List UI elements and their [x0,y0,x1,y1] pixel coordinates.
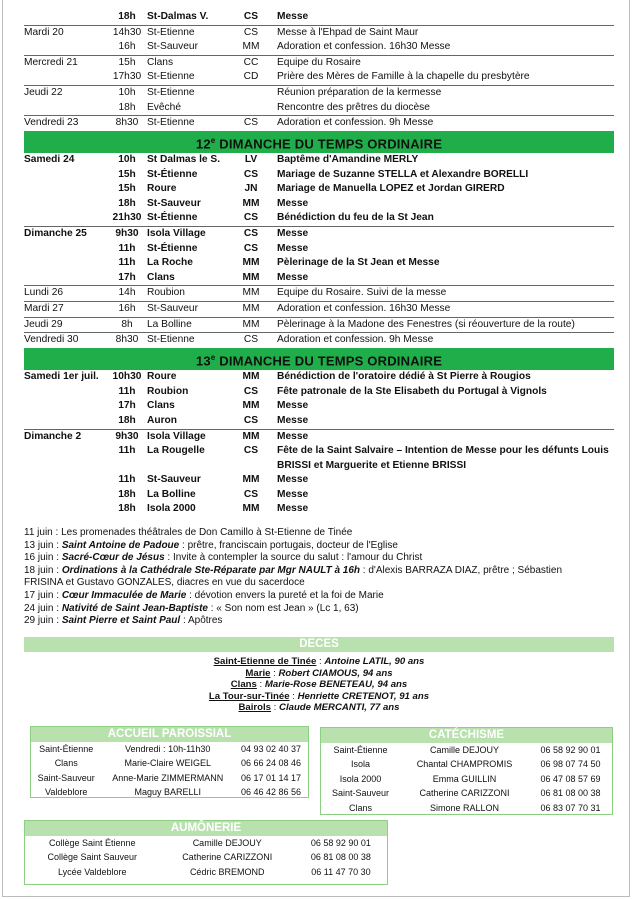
contact-row [25,865,387,879]
contact-row [321,772,612,786]
schedule-time: 11h [118,385,136,397]
contact-place: Isola 2000 [339,773,382,784]
schedule-row [24,317,614,333]
schedule-day: Lundi 26 [24,286,109,302]
schedule-time: 16h [109,302,145,318]
deces-place: Clans [230,679,257,691]
schedule-code: CS [243,11,259,22]
schedule-code [235,101,267,116]
contact-place: Lycée Valdeblore [58,866,127,877]
note-date: 29 juin : [24,615,60,627]
note-line [24,527,614,540]
schedule-place: St-Sauveur [145,302,235,318]
note-date: 18 juin : [24,564,60,576]
contact-place: Collège Saint Étienne [49,838,136,848]
deces-name: Marie-Rose BENETEAU, 94 ans [264,679,408,691]
schedule-desc: Messe [277,503,309,515]
schedule-row [24,444,614,473]
note-title: Sacré-Cœur de Jésus [61,552,165,564]
schedule-time: 16h [118,41,136,53]
schedule-desc: Messe [277,11,309,22]
schedule-time: 9h30 [109,227,145,242]
schedule-time: 17h [118,271,136,283]
schedule-desc: Prière des Mères de Famille à la chapelle du presbytère [277,71,530,83]
schedule-place: Isola Village [145,429,235,444]
schedule-desc: Messe [277,197,309,209]
schedule-time: 11h [118,242,136,254]
deces-place: Marie [245,667,271,679]
schedule-place: St-Etienne [145,25,235,40]
catechisme-title: CATÉCHISME [321,728,612,743]
section-number: 13 [195,353,211,369]
schedule-time: 14h30 [109,25,145,40]
section-header [24,348,614,370]
schedule-place: St-Sauveur [147,197,201,209]
schedule-day [24,488,109,503]
note-title: Saint Antoine de Padoue [61,539,180,551]
contact-person: Emma GUILLIN [432,773,497,784]
schedule-desc: Bénédiction du feu de la St Jean [277,212,434,224]
schedule-time: 10h [118,154,136,166]
schedule-table [24,10,614,517]
section-number-sup: e [210,135,216,145]
schedule-desc: Messe [277,474,309,486]
schedule-place: St-Sauveur [147,474,201,486]
schedule-place: Clans [147,400,175,412]
schedule-day [24,502,109,517]
schedule-time: 10h [109,85,145,100]
schedule-code: CS [243,242,259,254]
schedule-code: CD [243,71,259,83]
schedule-time: 15h [118,168,136,180]
schedule-row [24,85,614,100]
schedule-place: Roure [147,371,177,383]
note-title: Ordinations à la Cathédrale Ste-Réparate par Mgr NAULT à 16h [61,564,361,576]
section-number-sup: e [210,352,216,362]
schedule-desc: Messe [267,429,614,444]
schedule-row [24,385,614,400]
contact-phone: 06 47 08 57 69 [540,773,601,784]
contact-person: Anne-Marie ZIMMERMANN [112,772,224,783]
deces-name: Henriette CRETENOT, 91 ans [297,690,430,702]
note-text: : dévotion envers la pureté et la foi de Marie [186,589,384,601]
deces-header: DECES [24,637,614,652]
contact-row [31,785,308,799]
schedule-code: MM [242,371,260,383]
contact-person: Catherine CARIZZONI [182,852,273,863]
schedule-desc: Bénédiction de l'oratoire dédié à St Pierre à Rougios [277,371,531,383]
schedule-place: Roubion [145,286,235,302]
schedule-day: Jeudi 22 [24,85,109,100]
schedule-place: St Dalmas le S. [147,154,221,166]
contact-row [321,757,612,771]
schedule-desc: Mariage de Manuella LOPEZ et Jordan GIRERD [277,183,505,195]
accueil-title: ACCUEIL PAROISSIAL [31,727,308,742]
schedule-place: St-Etienne [145,85,235,100]
schedule-day [24,444,109,473]
schedule-row [24,211,614,226]
schedule-desc: Mariage de Suzanne STELLA et Alexandre BORELLI [277,168,529,180]
schedule-code: CS [235,333,267,348]
schedule-code: MM [235,317,267,333]
schedule-day: Dimanche 2 [24,429,109,444]
schedule-time: 8h30 [109,116,145,131]
deces-entry: Saint-Etienne de Tinée : Antoine LATIL, 90 ans [213,656,425,667]
schedule-desc: Messe [277,242,309,254]
contact-row [31,771,308,785]
schedule-row [24,168,614,183]
schedule-desc: Messe à l'Ehpad de Saint Maur [267,25,614,40]
schedule-row [24,182,614,197]
schedule-day: Dimanche 25 [24,227,109,242]
note-text: : Apôtres [180,615,223,627]
schedule-day [24,242,109,257]
schedule-desc: Adoration et confession. 16h30 Messe [277,41,451,53]
schedule-desc: Messe [267,227,614,242]
contact-person: Marie-Claire WEIGEL [124,758,211,769]
schedule-time: 17h [118,400,136,412]
schedule-desc: Messe [277,400,309,412]
schedule-place: La Roche [147,257,193,269]
schedule-time: 18h [118,503,136,515]
schedule-day: Jeudi 29 [24,317,109,333]
schedule-place: Roubion [147,385,189,397]
schedule-day: Mardi 27 [24,302,109,318]
deces-name: Robert CIAMOUS, 94 ans [278,667,393,679]
contact-phone: 06 66 24 08 46 [241,758,302,769]
schedule-day: Samedi 1er juil. [24,371,99,383]
schedule-time: 8h [109,317,145,333]
schedule-place: La Bolline [145,317,235,333]
schedule-desc: Adoration et confession. 16h30 Messe [267,302,614,318]
schedule-desc: Réunion préparation de la kermesse [267,85,614,100]
schedule-code: MM [235,429,267,444]
schedule-day [24,168,109,183]
deces-entry: Bairols : Claude MERCANTI, 77 ans [238,702,400,714]
contact-place: Saint-Étienne [39,744,94,754]
schedule-code: MM [242,257,260,269]
schedule-time: 17h30 [112,71,142,83]
contact-row [31,742,308,756]
contact-person: Camille DEJOUY [430,745,500,755]
note-text: : Invite à contempler la source du salut : l'amour du Christ [164,552,423,564]
schedule-place: St-Etienne [145,333,235,348]
deces-place: Bairols [238,702,272,714]
schedule-row [24,197,614,212]
schedule-desc: Equipe du Rosaire [267,55,614,70]
contact-person: Chantal CHAMPROMIS [416,759,513,770]
schedule-code: CS [243,488,259,500]
schedule-day [24,399,109,414]
schedule-row [24,429,614,444]
contact-phone: 06 83 07 70 31 [540,802,601,813]
note-date: 11 juin : [24,527,59,538]
note-title: Saint Pierre et Saint Paul [61,615,181,627]
schedule-desc: Rencontre des prêtres du diocèse [277,101,430,113]
schedule-day [24,40,109,55]
schedule-row [24,55,614,70]
note-line [24,577,614,590]
section-label: DIMANCHE DU TEMPS ORDINAIRE [215,136,443,152]
schedule-day [24,10,109,25]
schedule-row [24,153,614,168]
schedule-place: St-Étienne [147,242,198,254]
schedule-code: CS [243,168,259,180]
section-header [24,131,614,153]
note-text: : « Son nom est Jean » (Lc 1, 63) [207,602,359,614]
schedule-row [24,40,614,55]
note-line [24,590,614,603]
schedule-day: Mardi 20 [24,25,109,40]
note-text: : d'Alexis BARRAZA DIAZ, prêtre ; Sébastien [360,564,563,576]
schedule-day [24,385,109,400]
schedule-row [24,256,614,271]
schedule-time: 14h [109,286,145,302]
schedule-day [24,197,109,212]
schedule-time: 21h30 [112,212,142,224]
deces-place: La Tour-sur-Tinée [208,690,290,702]
schedule-desc: Adoration et confession. 9h Messe [267,116,614,131]
contact-phone: 06 81 08 00 38 [310,852,371,863]
schedule-place: La Bolline [147,488,196,500]
contact-row [25,850,387,864]
note-date: 17 juin : [24,589,60,601]
schedule-row [24,302,614,318]
note-text: Les promenades théâtrales de Don Camillo à St-Etienne de Tinée [61,527,353,538]
schedule-place: Isola 2000 [147,503,196,515]
contact-place: Collège Saint Sauveur [47,852,138,863]
contact-phone: 06 81 08 00 38 [540,788,601,799]
schedule-day [24,414,109,429]
note-text: : prêtre, franciscain portugais, docteur de l'Eglise [179,539,398,551]
catechisme-box [320,727,613,815]
deces-list [24,656,614,714]
schedule-day [24,182,109,197]
schedule-code: CS [235,227,267,242]
schedule-place: St-Etienne [147,71,195,83]
schedule-place: Auron [147,414,177,426]
contact-row [321,743,612,757]
contact-person: Maguy BARELLI [134,787,202,798]
note-line [24,565,614,578]
schedule-row [24,399,614,414]
schedule-code: MM [242,197,260,209]
schedule-day [24,101,109,116]
schedule-time: 10h30 [112,371,142,383]
schedule-day: Vendredi 23 [24,116,109,131]
schedule-code: MM [242,41,260,53]
schedule-code: MM [242,400,260,412]
contact-place: Saint-Sauveur [332,788,390,799]
contact-place: Saint-Étienne [333,745,388,755]
schedule-row [24,242,614,257]
schedule-day [24,256,109,271]
contact-row [321,801,612,815]
schedule-code: MM [235,286,267,302]
contact-phone: 06 58 92 90 01 [310,838,371,848]
note-date: 13 juin : [24,539,60,551]
contact-person: Catherine CARIZZONI [419,788,510,799]
schedule-time: 8h30 [109,333,145,348]
note-line [24,615,614,628]
section-title [24,348,614,370]
contact-person: Cédric BREMOND [189,866,265,877]
accueil-box [30,726,309,798]
section-number: 12 [195,136,211,152]
schedule-place: Clans [147,271,175,283]
note-title: Nativité de Saint Jean-Baptiste [61,602,208,614]
schedule-day: Mercredi 21 [24,55,109,70]
schedule-code: CS [243,385,259,397]
contact-person: Vendredi : 10h-11h30 [125,744,211,754]
schedule-time: 11h [118,474,136,486]
deces-entry: Clans : Marie-Rose BENETEAU, 94 ans [230,679,408,691]
contact-place: Clans [54,758,78,769]
schedule-time: 18h [118,414,136,426]
schedule-day [24,70,109,85]
note-text: FRISINA et Gustavo GONZALES, diacres en vue du sacerdoce [24,577,305,589]
schedule-code: CC [235,55,267,70]
schedule-time: 18h [118,101,136,113]
contact-phone: 06 46 42 86 56 [241,787,302,798]
aumonerie-box [24,820,388,885]
section-title [24,131,614,153]
schedule-place: La Rougelle [147,445,205,457]
schedule-row [24,227,614,242]
note-title: Cœur Immaculée de Marie [61,589,187,601]
schedule-code: MM [235,302,267,318]
schedule-time: 15h [118,183,136,195]
contact-row [321,786,612,800]
contact-place: Clans [349,802,373,813]
aumonerie-title: AUMÔNERIE [25,821,387,836]
schedule-time: 9h30 [109,429,145,444]
schedule-row [24,333,614,348]
schedule-time: 18h [118,197,136,209]
note-line [24,540,614,553]
schedule-desc: Messe [277,488,309,500]
schedule-code: CS [243,414,259,426]
schedule-row [24,70,614,85]
notes-list [24,527,614,628]
schedule-row [24,488,614,503]
schedule-code: CS [243,445,259,457]
contact-place: Valdeblore [45,787,88,798]
deces-entry: La Tour-sur-Tinée : Henriette CRETENOT, 91 ans [208,690,430,702]
schedule-row [24,116,614,131]
schedule-row [24,414,614,429]
schedule-row [24,271,614,286]
schedule-desc: Fête de la Saint Salvaire – Intention de Messe pour les défunts Louis BRISSI et Marguerite et Etienne BRISSI [277,445,609,471]
schedule-code: CS [235,25,267,40]
schedule-desc: Messe [277,414,309,426]
schedule-code [235,85,267,100]
schedule-place: St-Dalmas V. [147,11,209,22]
schedule-row [24,10,614,25]
schedule-place: Roure [147,183,177,195]
note-line [24,552,614,565]
schedule-desc: Messe [277,271,309,283]
schedule-place: Isola Village [145,227,235,242]
schedule-row [24,286,614,302]
note-line [24,603,614,616]
contact-person: Camille DEJOUY [192,838,262,848]
schedule-row [24,473,614,488]
contact-phone: 04 93 02 40 37 [241,744,302,754]
schedule-place: Evêché [147,101,181,113]
schedule-code: JN [244,183,258,195]
schedule-code: CS [235,116,267,131]
schedule-place: St-Sauveur [147,41,198,53]
schedule-time: 11h [118,257,136,269]
schedule-row [24,101,614,116]
contact-person: Simone RALLON [430,802,500,813]
schedule-desc: Pèlerinage de la St Jean et Messe [277,257,440,269]
schedule-row [24,25,614,40]
contact-row [25,836,387,850]
schedule-code: MM [242,503,260,515]
schedule-desc: Baptême d'Amandine MERLY [277,154,419,166]
schedule-desc: Fête patronale de la Ste Elisabeth du Portugal à Vignols [277,385,547,397]
schedule-place: Clans [145,55,235,70]
section-label: DIMANCHE DU TEMPS ORDINAIRE [215,353,443,369]
schedule-time: 18h [118,488,136,500]
deces-name: Claude MERCANTI, 77 ans [279,702,400,714]
contact-row [31,756,308,770]
schedule-desc: Equipe du Rosaire. Suivi de la messe [267,286,614,302]
schedule-time: 11h [118,445,136,457]
contact-phone: 06 11 47 70 30 [311,866,371,877]
schedule-time: 18h [118,11,136,22]
schedule-code: MM [242,474,260,486]
contact-phone: 06 17 01 14 17 [241,772,302,783]
schedule-row [24,502,614,517]
schedule-time: 15h [109,55,145,70]
contact-place: Saint-Sauveur [37,772,95,783]
schedule-code: CS [243,212,259,224]
schedule-day [24,271,109,286]
schedule-desc: Pèlerinage à la Madone des Fenestres (si réouverture de la route) [267,317,614,333]
contact-phone: 06 98 07 74 50 [540,759,601,770]
schedule-code: MM [242,271,260,283]
schedule-row [24,370,614,385]
contact-phone: 06 58 92 90 01 [540,745,601,755]
schedule-desc: Adoration et confession. 9h Messe [267,333,614,348]
note-date: 24 juin : [24,602,60,614]
schedule-day: Samedi 24 [24,154,75,166]
deces-name: Antoine LATIL, 90 ans [324,656,425,667]
deces-place: Saint-Etienne de Tinée [213,656,317,667]
note-date: 16 juin : [24,552,60,564]
deces-entry: Marie : Robert CIAMOUS, 94 ans [245,667,393,679]
schedule-code: LV [244,154,258,166]
contact-place: Isola [351,759,371,770]
schedule-day [24,473,109,488]
schedule-place: St-Étienne [147,168,198,180]
schedule-day: Vendredi 30 [24,333,109,348]
schedule-place: St-Étienne [147,212,198,224]
schedule-place: St-Etienne [145,116,235,131]
schedule-day [24,211,109,226]
